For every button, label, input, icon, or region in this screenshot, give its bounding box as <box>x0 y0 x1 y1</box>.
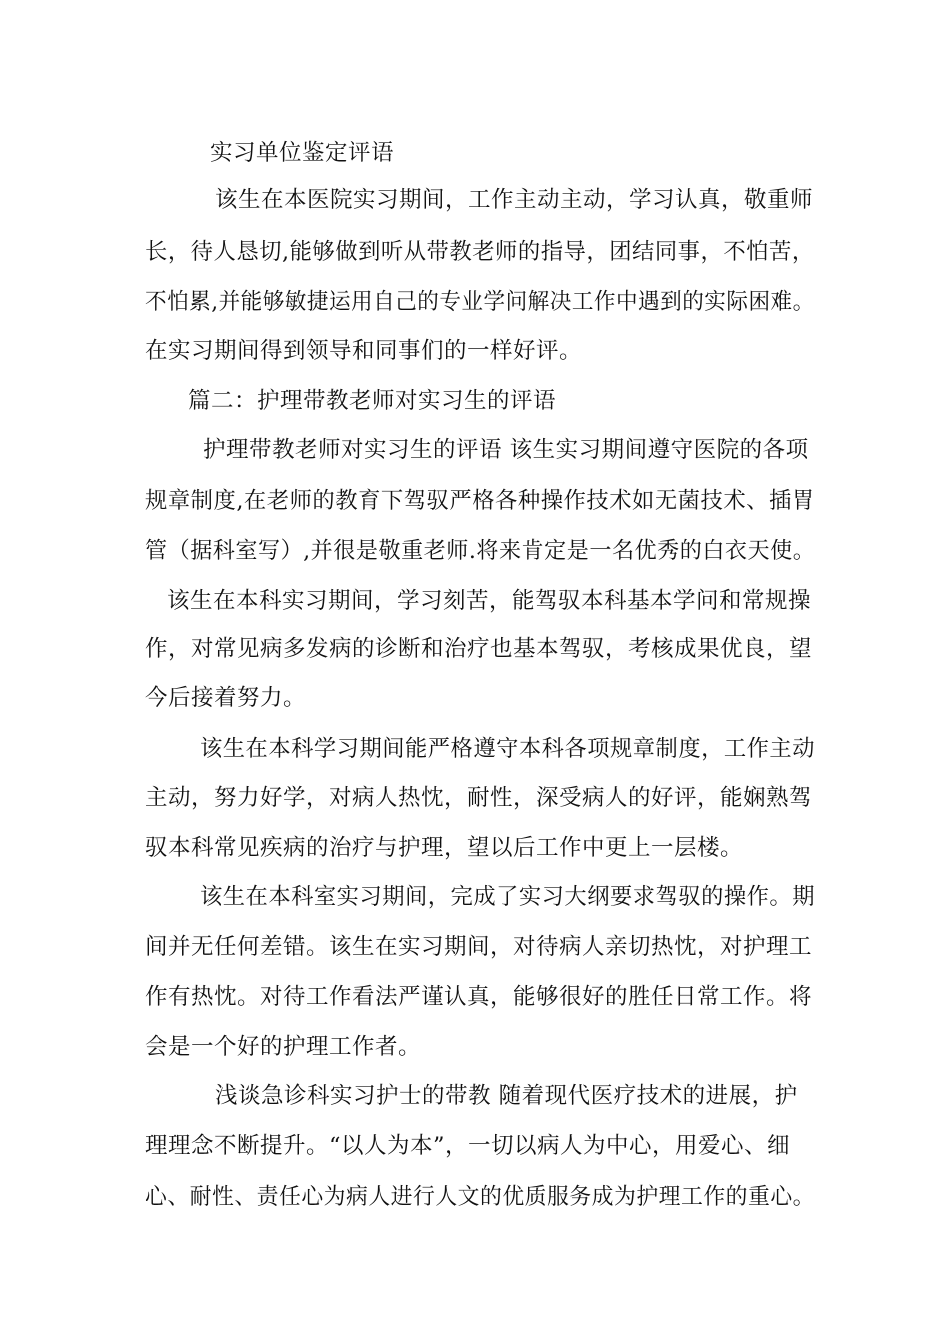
document-heading: 实习单位鉴定评语 <box>210 140 395 166</box>
paragraph-line: 浅谈急诊科实习护士的带教 随着现代医疗技术的进展，护 <box>215 1083 798 1109</box>
paragraph-line: 心、耐性、责任心为病人进行人文的优质服务成为护理工作的重心。 <box>145 1184 816 1210</box>
paragraph-line: 护理带教老师对实习生的评语 该生实习期间遵守医院的各项 <box>203 437 809 463</box>
paragraph-line: 该生在本科学习期间能严格遵守本科各项规章制度，工作主动 <box>200 736 815 762</box>
paragraph-line: 主动，努力好学，对病人热忱，耐性，深受病人的好评，能娴熟驾 <box>145 785 813 811</box>
paragraph-line: 长，待人恳切,能够做到听从带教老师的指导，团结同事，不怕苦， <box>145 239 815 265</box>
paragraph-line: 间并无任何差错。该生在实习期间，对待病人亲切热忱，对护理工 <box>145 934 813 960</box>
paragraph-line: 在实习期间得到领导和同事们的一样好评。 <box>145 338 583 364</box>
paragraph-line: 不怕累,并能够敏捷运用自己的专业学问解决工作中遇到的实际困难。 <box>145 289 815 315</box>
paragraph-line: 驭本科常见疾病的治疗与护理，望以后工作中更上一层楼。 <box>145 835 744 861</box>
paragraph-line: 今后接着努力。 <box>145 685 307 711</box>
paragraph-line: 该生在本科实习期间，学习刻苦，能驾驭本科基本学问和常规操 <box>167 588 812 614</box>
paragraph-line: 作有热忱。对待工作看法严谨认真，能够很好的胜任日常工作。将 <box>145 984 813 1010</box>
paragraph-line: 管（据科室写）,并很是敬重老师.将来肯定是一名优秀的白衣天使。 <box>145 538 816 564</box>
section-title: 篇二：护理带教老师对实习生的评语 <box>188 388 557 414</box>
paragraph-line: 会是一个好的护理工作者。 <box>145 1034 422 1060</box>
paragraph-line: 该生在本医院实习期间，工作主动主动，学习认真，敬重师 <box>215 187 814 213</box>
paragraph-line: 作，对常见病多发病的诊断和治疗也基本驾驭，考核成果优良，望 <box>145 636 813 662</box>
paragraph-line: 理理念不断提升。“以人为本”，一切以病人为中心，用爱心、细 <box>145 1133 791 1159</box>
paragraph-line: 规章制度,在老师的教育下驾驭严格各种操作技术如无菌技术、插胃 <box>145 488 815 514</box>
paragraph-line: 该生在本科室实习期间，完成了实习大纲要求驾驭的操作。期 <box>200 884 815 910</box>
